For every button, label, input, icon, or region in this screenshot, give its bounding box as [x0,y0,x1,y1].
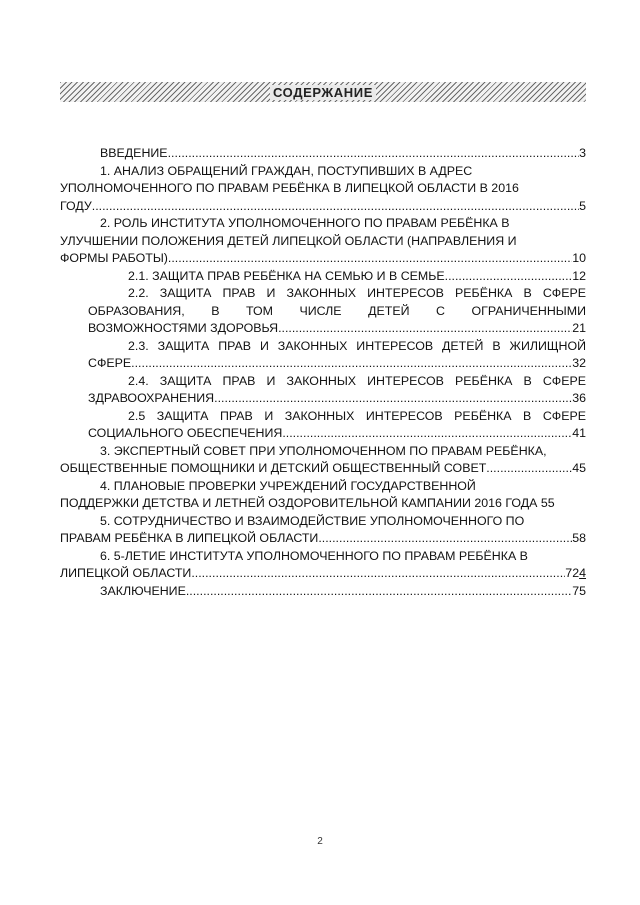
toc-page-number: 41 [572,426,586,440]
toc-entry-2-2[interactable] [88,285,586,338]
toc-entry-line: 2. РОЛЬ ИНСТИТУТА УПОЛНОМОЧЕННОГО ПО ПРАВАМ РЕБЁНКА В [100,216,510,230]
toc-entry-line: ПОДДЕРЖКИ ДЕТСТВА И ЛЕТНЕЙ ОЗДОРОВИТЕЛЬНОЙ КАМПАНИИ 2016 ГОДА 55 [60,496,555,510]
dot-leader [168,145,580,163]
toc-entry-line: ГОДУ [60,198,92,213]
toc-entry-line: ОБРАЗОВАНИЯ, В ТОМ ЧИСЛЕ ДЕТЕЙ С ОГРАНИЧЕННЫМИ [88,303,586,318]
toc-entry-title: ЗАКЛЮЧЕНИЕ [100,583,186,598]
toc-entry-line: ВОЗМОЖНОСТЯМИ ЗДОРОВЬЯ [88,321,279,335]
toc-entry-line: ОБЩЕСТВЕННЫЕ ПОМОЩНИКИ И ДЕТСКИЙ ОБЩЕСТВЕННЫЙ СОВЕТ [60,461,487,475]
toc-page-number: 10 [572,251,586,265]
toc-entry-1[interactable] [60,163,586,216]
toc-entry-2-1[interactable] [60,268,586,286]
dot-leader [191,565,565,583]
toc-entry-line: 2.5 ЗАЩИТА ПРАВ И ЗАКОННЫХ ИНТЕРЕСОВ РЕБЁНКА В СФЕРЕ [128,408,586,423]
toc-entry-title: ВВЕДЕНИЕ [100,146,168,160]
toc-entry-conclusion[interactable] [60,583,586,601]
dot-leader [186,583,572,601]
toc-page-number: 58 [572,531,586,545]
toc-entry-intro[interactable] [60,145,586,163]
dot-leader [214,390,572,408]
dot-leader [318,530,572,548]
toc-entry-2[interactable] [60,215,586,268]
dot-leader [445,268,573,286]
toc-page-number: 32 [572,356,586,370]
toc-entry-2-5[interactable] [88,408,586,443]
toc-entry-line: 2.3. ЗАЩИТА ПРАВ И ЗАКОННЫХ ИНТЕРЕСОВ ДЕТЕЙ В ЖИЛИЩНОЙ [128,338,586,353]
toc-entry-2-3[interactable] [88,338,586,373]
toc-page-number: 5 [579,198,586,213]
toc-page-number-main: 72 [565,566,580,580]
dot-leader [486,460,572,478]
toc-entry-line: ЛИПЕЦКОЙ ОБЛАСТИ [60,566,192,580]
toc-entry-title: 2.1. ЗАЩИТА ПРАВ РЕБЁНКА НА СЕМЬЮ И В СЕМЬЕ [128,268,445,283]
toc-page-number: 75 [572,583,586,598]
dot-leader [168,250,572,268]
page-number: 2 [317,836,323,847]
dot-leader [131,355,572,373]
toc-entry-line: УЛУЧШЕНИИ ПОЛОЖЕНИЯ ДЕТЕЙ ЛИПЕЦКОЙ ОБЛАСТИ (НАПРАВЛЕНИЯ И [60,233,517,248]
toc-entry-line: 2.4. ЗАЩИТА ПРАВ И ЗАКОННЫХ ИНТЕРЕСОВ РЕБЁНКА В СФЕРЕ [128,373,586,388]
toc-page-number-extra: 4 [579,566,586,580]
toc-entry-3[interactable] [60,443,586,478]
toc-entry-line: УПОЛНОМОЧЕННОГО ПО ПРАВАМ РЕБЁНКА В ЛИПЕЦКОЙ ОБЛАСТИ В 2016 [60,181,519,195]
toc-entry-line: 6. 5-ЛЕТИЕ ИНСТИТУТА УПОЛНОМОЧЕННОГО ПО ПРАВАМ РЕБЁНКА В [100,548,528,563]
toc-entry-line: ПРАВАМ РЕБЁНКА В ЛИПЕЦКОЙ ОБЛАСТИ [60,531,319,545]
dot-leader [282,425,572,443]
toc-entry-line: 4. ПЛАНОВЫЕ ПРОВЕРКИ УЧРЕЖДЕНИЙ ГОСУДАРСТВЕННОЙ [100,478,476,493]
toc-page-number: 36 [572,391,586,405]
toc-entry-2-4[interactable] [88,373,586,408]
toc-entry-line: ФОРМЫ РАБОТЫ) [60,251,168,265]
page-title: СОДЕРЖАНИЕ [270,85,376,100]
toc-entry-line: 2.2. ЗАЩИТА ПРАВ И ЗАКОННЫХ ИНТЕРЕСОВ РЕБЁНКА В СФЕРЕ [128,286,586,300]
toc-page-number: 12 [572,268,586,283]
toc-entry-5[interactable] [60,513,586,548]
toc-entry-line: 5. СОТРУДНИЧЕСТВО И ВЗАИМОДЕЙСТВИЕ УПОЛНОМОЧЕННОГО ПО [100,513,525,528]
title-band [60,82,586,102]
toc-entry-6[interactable] [60,548,586,583]
toc-entry-line: СФЕРЕ [88,356,132,370]
toc-page-number: 3 [579,146,586,160]
toc-page-number: 45 [572,461,586,475]
toc-entry-line: 3. ЭКСПЕРТНЫЙ СОВЕТ ПРИ УПОЛНОМОЧЕННОМ ПО ПРАВАМ РЕБЁНКА, [100,443,547,458]
toc-page-number: 21 [572,321,586,335]
table-of-contents [60,145,586,600]
toc-entry-line: ЗДРАВООХРАНЕНИЯ [88,391,215,405]
toc-entry-4[interactable] [60,478,586,513]
dot-leader [92,198,579,216]
toc-entry-line: 1. АНАЛИЗ ОБРАЩЕНИЙ ГРАЖДАН, ПОСТУПИВШИХ В АДРЕС [100,163,473,178]
toc-entry-line: СОЦИАЛЬНОГО ОБЕСПЕЧЕНИЯ [88,426,283,440]
toc-page-number [565,565,586,583]
dot-leader [278,320,572,338]
